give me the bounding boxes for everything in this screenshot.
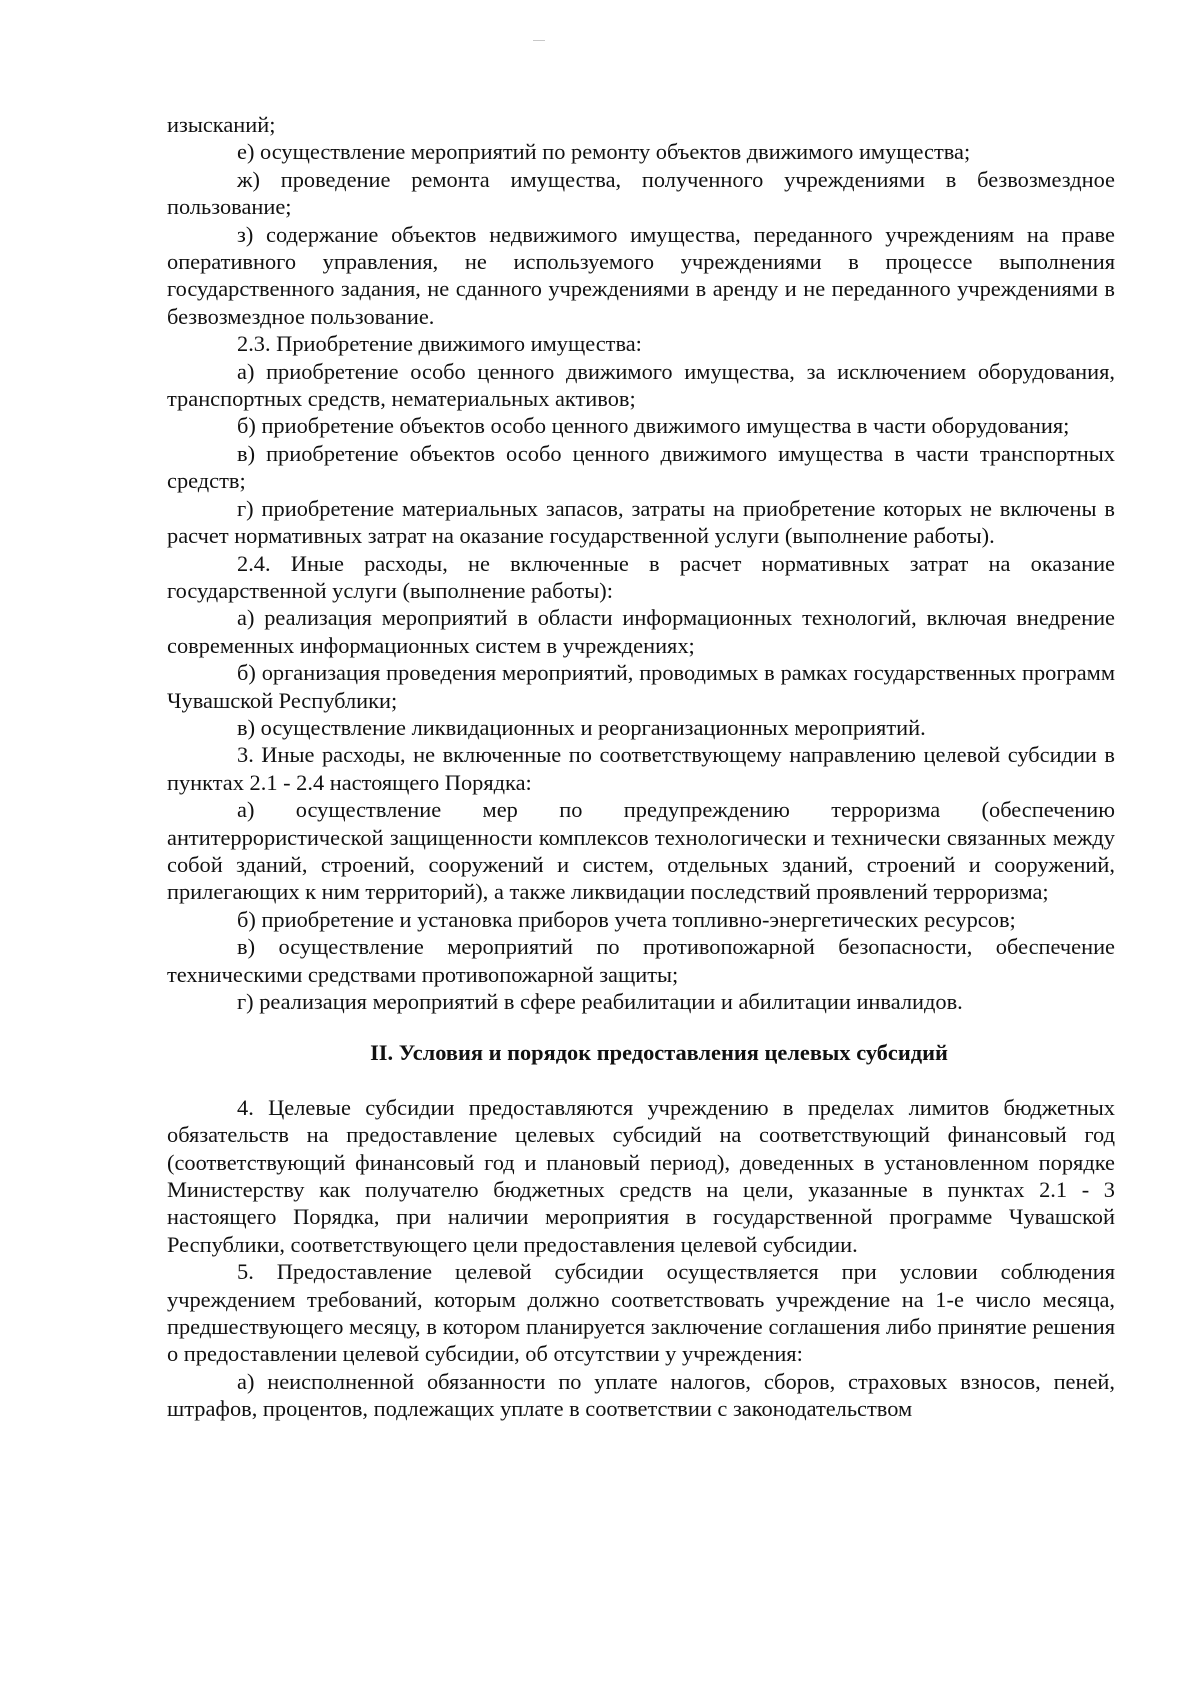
paragraph: г) приобретение материальных запасов, затраты на приобретение которых не включены в расчет нормативных затрат на оказание государственной услуги (выполнение работы).	[167, 495, 1115, 549]
paragraph: б) приобретение и установка приборов учета топливно-энергетических ресурсов;	[237, 906, 1016, 932]
paragraph: е) осуществление мероприятий по ремонту объектов движимого имущества;	[237, 139, 971, 165]
paragraph: 3. Иные расходы, не включенные по соответствующему направлению целевой субсидии в пунктах 2.1 - 2.4 настоящего Порядка:	[167, 742, 1115, 795]
paragraph: изысканий;	[167, 112, 276, 137]
paragraph: в) осуществление мероприятий по противопожарной безопасности, обеспечение техническими средствами противопожарной защиты;	[167, 934, 1115, 987]
paragraph: в) приобретение объектов особо ценного движимого имущества в части транспортных средств;	[167, 440, 1115, 494]
paragraph: а) неисполненной обязанности по уплате налогов, сборов, страховых взносов, пеней, штрафов, процентов, подлежащих уплате в соответствии с законодательством	[167, 1368, 1115, 1422]
paragraph: а) осуществление мер по предупреждению терроризма (обеспечению антитеррористической защищенности комплексов технологически и технически связанных между собой зданий, строений, сооружений и систем, отдельных зданий, строений и сооружений, прилегающих к ним территорий), а также ликвидации последствий проявлений терроризма;	[167, 797, 1115, 905]
paragraph: 2.4. Иные расходы, не включенные в расчет нормативных затрат на оказание государственной услуги (выполнение работы):	[167, 550, 1115, 603]
paragraph: 4. Целевые субсидии предоставляются учреждению в пределах лимитов бюджетных обязательств на предоставление целевых субсидий на соответствующий финансовый год (соответствующий финансовый год и плановый период), доведенных в установленном порядке Министерству как получателю бюджетных средств на цели, указанные в пунктах 2.1 - 3 настоящего Порядка, при наличии мероприятия в государственной программе Чувашской Республики, соответствующего цели предоставления целевой субсидии.	[167, 1094, 1115, 1257]
scan-artifact-mark	[533, 40, 545, 41]
paragraph: б) организация проведения мероприятий, проводимых в рамках государственных программ Чувашской Республики;	[167, 660, 1115, 713]
section-heading: II. Условия и порядок предоставления целевых субсидий	[370, 1040, 948, 1066]
paragraph: 2.3. Приобретение движимого имущества:	[237, 331, 642, 357]
paragraphs-before-heading	[167, 111, 1115, 1015]
paragraphs-after-heading	[167, 1094, 1115, 1423]
document-body	[167, 111, 1115, 1423]
paragraph: з) содержание объектов недвижимого имущества, переданного учреждениям на праве оперативного управления, не используемого учреждениями в процессе выполнения государственного задания, не сданного учреждениями в аренду и не переданного учреждениями в безвозмездное пользование.	[167, 221, 1115, 329]
paragraph: б) приобретение объектов особо ценного движимого имущества в части оборудования;	[237, 413, 1070, 439]
paragraph: а) приобретение особо ценного движимого имущества, за исключением оборудования, транспортных средств, нематериальных активов;	[167, 358, 1115, 412]
paragraph: г) реализация мероприятий в сфере реабилитации и абилитации инвалидов.	[237, 989, 963, 1014]
paragraph: а) реализация мероприятий в области информационных технологий, включая внедрение современных информационных систем в учреждениях;	[167, 605, 1115, 658]
paragraph: в) осуществление ликвидационных и реорганизационных мероприятий.	[237, 714, 926, 740]
paragraph: 5. Предоставление целевой субсидии осуществляется при условии соблюдения учреждением требований, которым должно соответствовать учреждение на 1-е число месяца, предшествующего месяцу, в котором планируется заключение соглашения либо принятие решения о предоставлении целевой субсидии, об отсутствии у учреждения:	[167, 1259, 1115, 1367]
paragraph: ж) проведение ремонта имущества, полученного учреждениями в безвозмездное пользование;	[167, 166, 1115, 220]
